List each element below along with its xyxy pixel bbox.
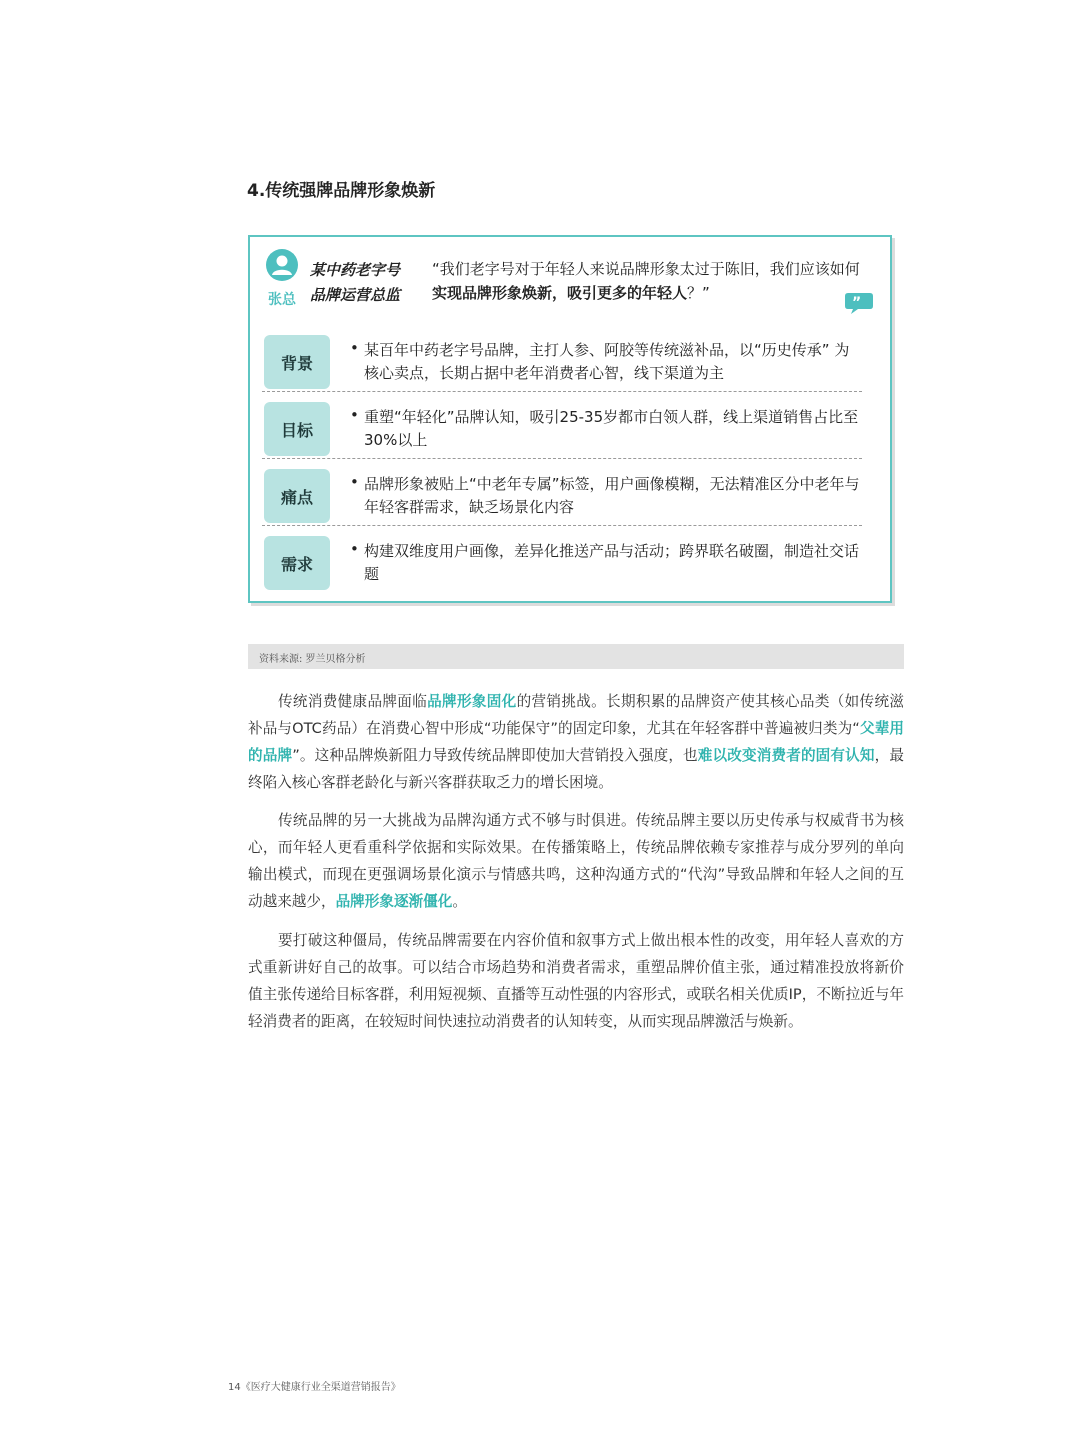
source-bar [248, 644, 904, 669]
text-span: 要打破这种僵局，传统品牌需要在内容价值和叙事方式上做出根本性的改变，用年轻人喜欢的方式重新讲好自己的故事。可以结合市场趋势和消费者需求，重塑品牌价值主张，通过精准投放将新价值主张传递给目标客群，利用短视频、直播等互动性强的内容形式，或联名相关优质IP，不断拉近与年轻消费者的距离，在较短时间快速拉动消费者的认知转变，从而实现品牌激活与焕新。 [248, 932, 904, 1030]
svg-text:”: ” [852, 295, 862, 311]
company-name: 某中药老字号 [310, 261, 401, 279]
row-text: 重塑“年轻化”品牌认知，吸引25-35岁都市白领人群，线上渠道销售占比至30%以上 [364, 408, 859, 449]
user-icon [266, 249, 298, 281]
highlight-text: 品牌形象逐渐僵化 [335, 893, 453, 910]
person-role: 品牌运营总监 [310, 286, 401, 304]
row-tag: 目标 [264, 402, 330, 456]
row-goal [262, 398, 862, 462]
divider [262, 525, 862, 526]
speech-bubble-quote-icon [844, 290, 874, 320]
text-span: 传统消费健康品牌面临 [278, 693, 428, 710]
quote-text [432, 257, 862, 305]
row-text: 某百年中药老字号品牌，主打人参、阿胶等传统滋补品，以“历史传承” 为核心卖点，长期占据中老年消费者心智，线下渠道为主 [364, 341, 850, 382]
quote-part-2: ？” [687, 284, 710, 302]
row-pain-point [262, 465, 862, 529]
text-span: ，最终陷入核心客群老龄化与新兴客群获取乏力的增长困境。 [248, 747, 904, 791]
quote-emphasis: 实现品牌形象焕新，吸引更多的年轻人 [432, 284, 688, 302]
row-tag: 需求 [264, 536, 330, 590]
text-span: 。 [452, 893, 467, 910]
page-footer: 14《医疗大健康行业全渠道营销报告》 [228, 1382, 401, 1393]
divider [262, 458, 862, 459]
row-text: 构建双维度用户画像，差异化推送产品与活动；跨界联名破圈，制造社交话题 [364, 542, 860, 583]
case-card [248, 235, 892, 603]
row-tag: 痛点 [264, 469, 330, 523]
bullet: • [350, 473, 359, 491]
text-span: 传统品牌的另一大挑战为品牌沟通方式不够与时俱进。传统品牌主要以历史传承与权威背书为核心，而年轻人更看重科学依据和实际效果。在传播策略上，传统品牌依赖专家推荐与成分罗列的单向输出模式，而现在更强调场景化演示与情感共鸣，这种沟通方式的“代沟”导致品牌和年轻人之间的互动越来越少， [248, 812, 904, 910]
highlight-text: 品牌形象固化 [427, 693, 517, 710]
section-title: 4.传统强牌品牌形象焕新 [247, 181, 436, 201]
bullet: • [350, 406, 359, 424]
text-span: ”。这种品牌焕新阻力导致传统品牌即使加大营销投入强度，也 [292, 747, 698, 764]
row-tag: 背景 [264, 335, 330, 389]
bullet: • [350, 339, 359, 357]
paragraph-1 [248, 688, 904, 796]
paragraph-3 [248, 927, 904, 1035]
text-span: 的营销挑战。长期积累的品牌资产使其核心品类（如传统滋补品与OTC药品）在消费心智中形成“功能保守”的固定印象，尤其在年轻客群中普遍被归类为“ [248, 693, 904, 737]
divider [262, 391, 862, 392]
highlight-text: 难以改变消费者的固有认知 [697, 747, 875, 764]
paragraph-2 [248, 807, 904, 915]
bullet: • [350, 540, 359, 558]
row-background [262, 331, 862, 395]
row-text: 品牌形象被贴上“中老年专属”标签，用户画像模糊，无法精准区分中老年与年轻客群需求，缺乏场景化内容 [364, 475, 860, 516]
highlight-text: 父辈用的品牌 [248, 720, 904, 764]
source-text: 资料来源: 罗兰贝格分析 [259, 654, 366, 665]
person-name: 张总 [268, 292, 296, 308]
quote-part-1: “我们老字号对于年轻人来说品牌形象太过于陈旧，我们应该如何 [432, 260, 860, 278]
row-demand [262, 532, 862, 596]
